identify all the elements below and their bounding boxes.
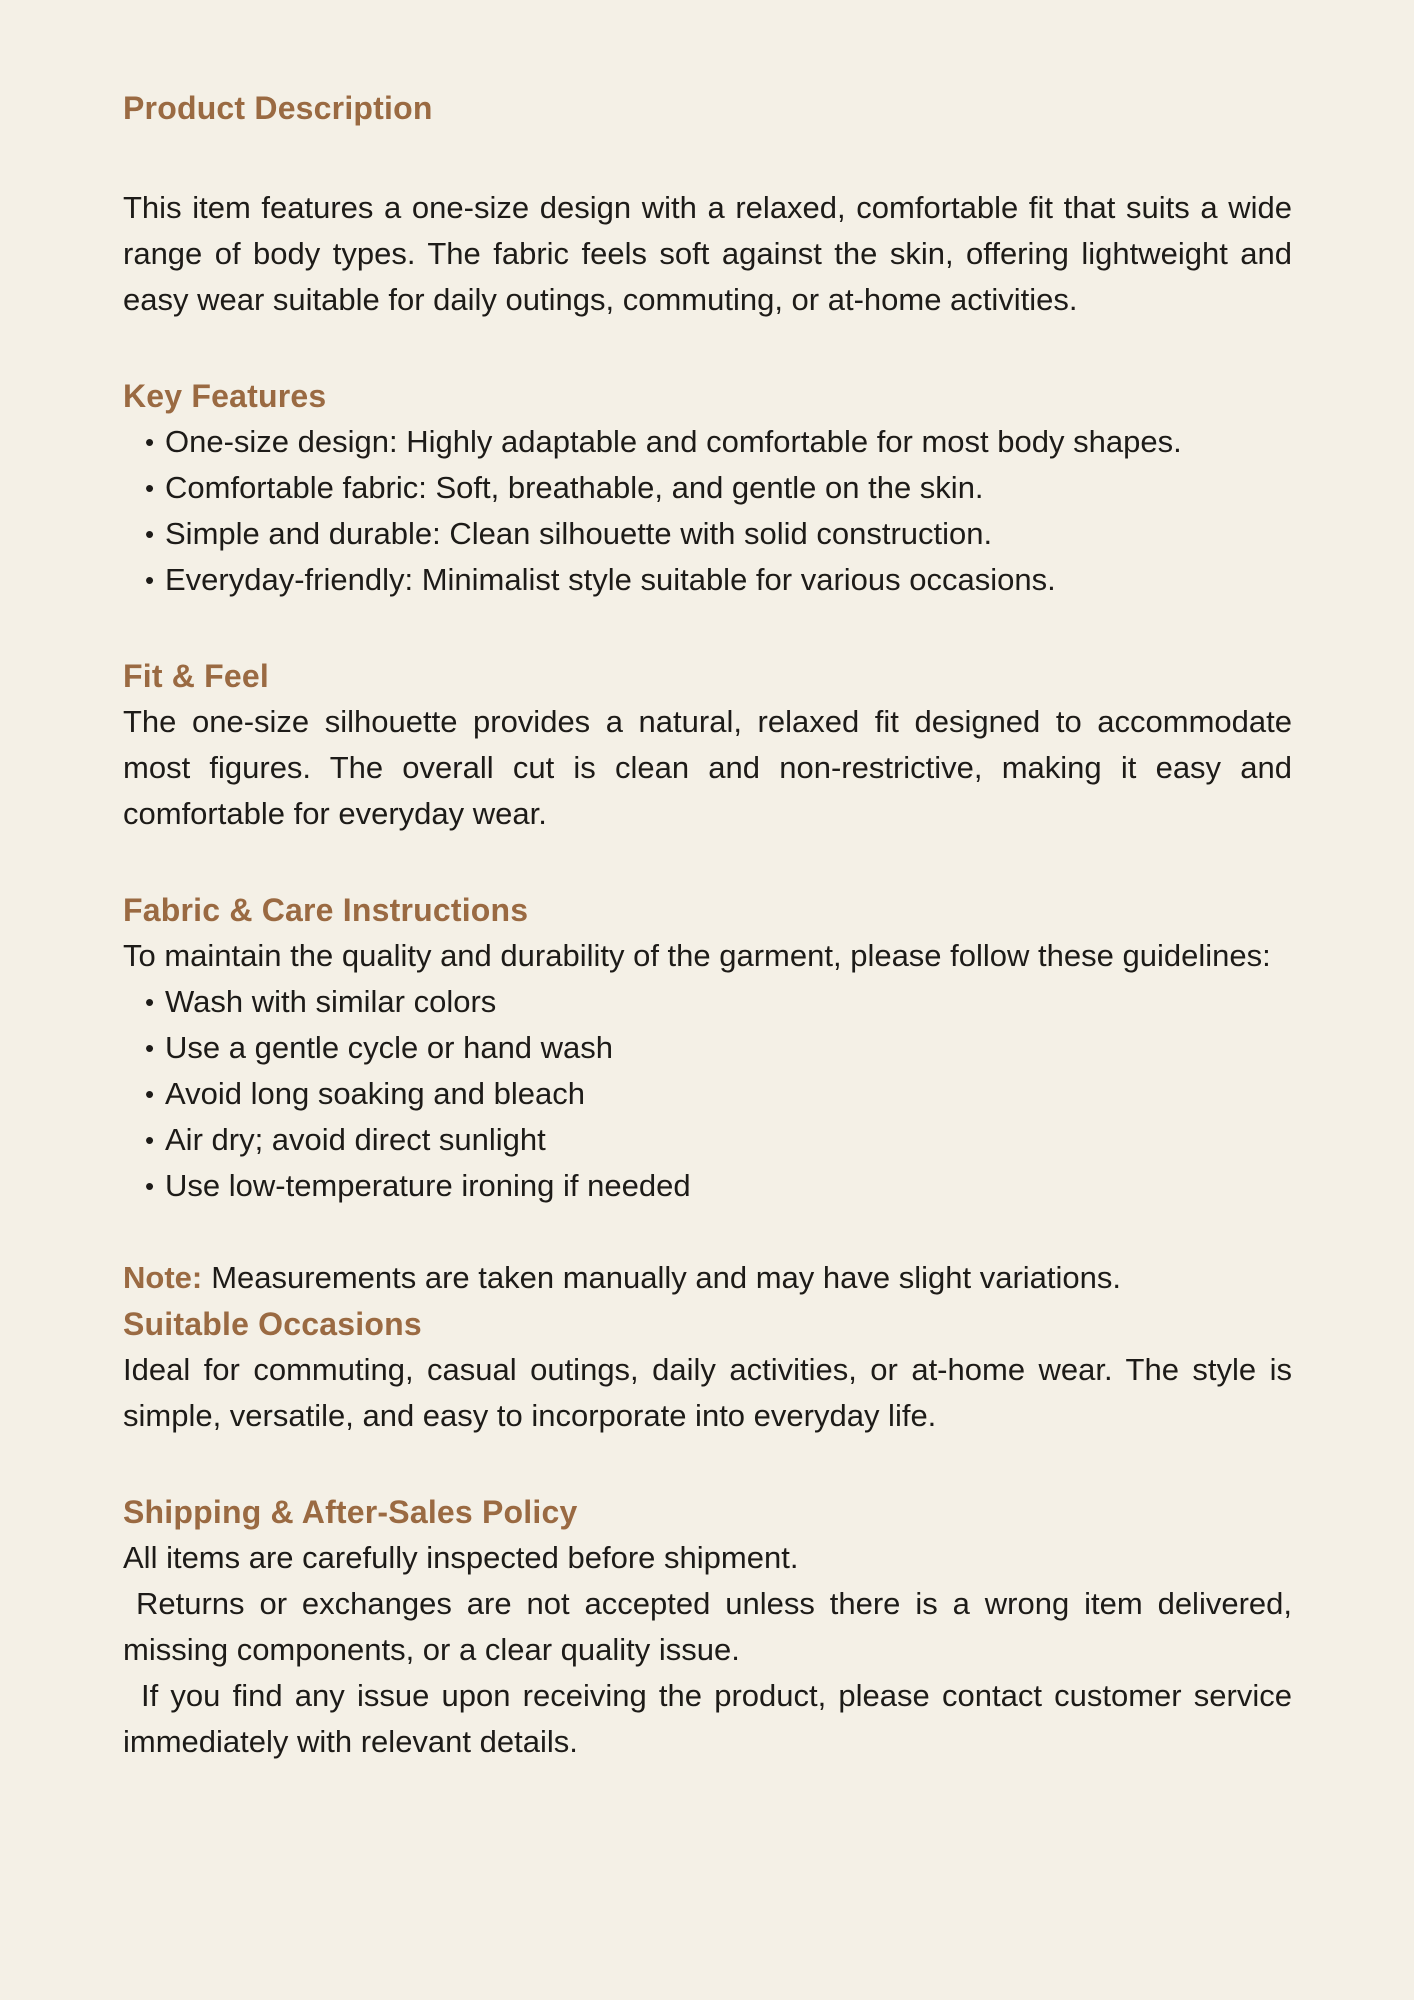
section-heading-key-features: Key Features: [123, 378, 327, 414]
list-item-text: Simple and durable: Clean silhouette with solid construction.: [165, 516, 993, 551]
fit-feel-paragraph: The one-size silhouette provides a natural, relaxed fit designed to accommodate most figures. The overall cut is clean and non-restrictive, making it easy and comfortable for everyday wear.: [123, 704, 1292, 831]
bullet-icon: •: [145, 1079, 155, 1109]
list-item-text: Air dry; avoid direct sunlight: [165, 1122, 546, 1157]
fabric-care-paragraph: To maintain the quality and durability of the garment, please follow these guidelines:: [123, 938, 1271, 973]
note-label: Note:: [123, 1260, 203, 1295]
shipping-line-returns: Returns or exchanges are not accepted unless there is a wrong item delivered, missing components, or a clear quality issue.: [123, 1586, 1292, 1667]
bullet-icon: •: [145, 473, 155, 503]
shipping-line-inspection: All items are carefully inspected before shipment.: [123, 1540, 799, 1575]
list-item: [123, 979, 1292, 1025]
bullet-icon: •: [145, 1171, 155, 1201]
list-item: [123, 465, 1292, 511]
section-heading-shipping-policy: Shipping & After-Sales Policy: [123, 1494, 578, 1530]
shipping-line-contact: If you find any issue upon receiving the product, please contact customer service immediately with relevant details.: [123, 1678, 1292, 1759]
list-item: [123, 1025, 1292, 1071]
section-heading-fit-feel: Fit & Feel: [123, 658, 270, 694]
list-item: [123, 419, 1292, 465]
fabric-care-list: [123, 979, 1292, 1209]
key-features-list: [123, 419, 1292, 603]
note-line: [123, 1255, 1292, 1301]
list-item-text: Wash with similar colors: [165, 984, 497, 1019]
list-item: [123, 1163, 1292, 1209]
list-item-text: Use a gentle cycle or hand wash: [165, 1030, 614, 1065]
bullet-icon: •: [145, 519, 155, 549]
section-heading-suitable-occasions: Suitable Occasions: [123, 1306, 422, 1342]
list-item-text: Everyday-friendly: Minimalist style suitable for various occasions.: [165, 562, 1056, 597]
list-item: [123, 511, 1292, 557]
bullet-icon: •: [145, 987, 155, 1017]
list-item-text: Avoid long soaking and bleach: [165, 1076, 585, 1111]
bullet-icon: •: [145, 565, 155, 595]
section-heading-fabric-care: Fabric & Care Instructions: [123, 892, 529, 928]
bullet-icon: •: [145, 1033, 155, 1063]
list-item-text: Comfortable fabric: Soft, breathable, and gentle on the skin.: [165, 470, 984, 505]
bullet-icon: •: [145, 427, 155, 457]
list-item-text: Use low-temperature ironing if needed: [165, 1168, 691, 1203]
list-item-text: One-size design: Highly adaptable and comfortable for most body shapes.: [165, 424, 1182, 459]
suitable-occasions-paragraph: Ideal for commuting, casual outings, daily activities, or at-home wear. The style is simple, versatile, and easy to incorporate into everyday life.: [123, 1352, 1292, 1433]
list-item: [123, 1071, 1292, 1117]
note-text: Measurements are taken manually and may have slight variations.: [211, 1260, 1122, 1295]
list-item: [123, 557, 1292, 603]
bullet-icon: •: [145, 1125, 155, 1155]
page-title: Product Description: [123, 90, 433, 126]
list-item: [123, 1117, 1292, 1163]
intro-paragraph: This item features a one-size design with a relaxed, comfortable fit that suits a wide range of body types. The fabric feels soft against the skin, offering lightweight and easy wear suitable for daily outings, commuting, or at-home activities.: [123, 190, 1292, 317]
